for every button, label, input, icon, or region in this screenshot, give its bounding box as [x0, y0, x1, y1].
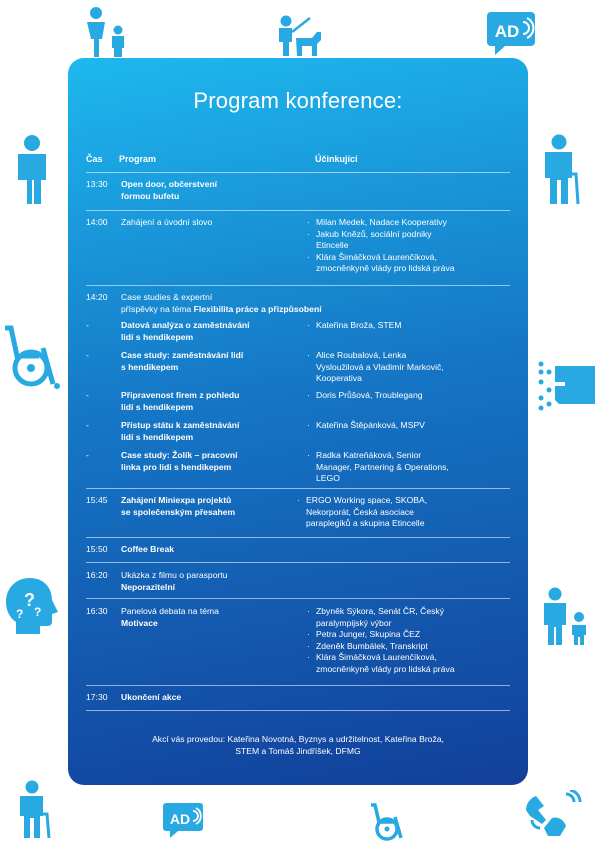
agenda-row-1550 [86, 537, 510, 562]
row-time: 15:45 [86, 495, 108, 505]
audio-description-bottom-icon [163, 801, 209, 839]
row-program: Zahájení Miniexpa projektů [121, 495, 232, 505]
person-with-cane-icon [542, 134, 582, 206]
hosts-line: STEM a Tomáš Jindříšek, DFMG [235, 746, 361, 756]
speaker-item: Vysloužilová a Vladimír Markovič, [316, 361, 444, 372]
hosts-note [98, 733, 498, 757]
speaker-item: · Radka Katreňáková, Senior [306, 450, 506, 462]
subitem-title: Case study: Žolík – pracovní [121, 450, 238, 460]
speaker-item: Manager, Partnering & Operations, [316, 461, 449, 472]
program-card [68, 58, 528, 785]
subitem-dash: - [86, 320, 89, 330]
svg-text:?: ? [34, 605, 42, 619]
subitem-title: Přístup státu k zaměstnávání [121, 420, 240, 430]
row-speakers [306, 217, 506, 275]
subitem-dash: - [86, 390, 89, 400]
row-time: 17:30 [86, 692, 108, 702]
head-question-marks-icon [4, 576, 62, 636]
row-program: Open door, občerstvení [121, 179, 217, 189]
parent-child-icon [83, 6, 129, 58]
audio-description-icon [487, 10, 543, 56]
speaker-item: Kooperativa [316, 373, 362, 383]
row-program: Panelová debata na téma [121, 606, 219, 616]
speaker-item: LEGO [316, 473, 340, 483]
speaker-item: · Zbyněk Sýkora, Senát ČR, Český [306, 606, 506, 618]
agenda-row-1730 [86, 685, 510, 711]
subitem-dash: - [86, 350, 89, 360]
subitem-title: s hendikepem [121, 361, 179, 372]
guide-dog-icon [274, 14, 322, 58]
subitem-title: lidí s hendikepem [121, 431, 194, 442]
agenda-row-1630 [86, 598, 510, 685]
row-program: Coffee Break [121, 544, 175, 554]
speaker-item: · Zdeněk Bumbálek, Transkript [306, 641, 506, 653]
header-time: Čas [86, 154, 103, 164]
row-time: 14:20 [86, 292, 108, 302]
svg-text:AD: AD [494, 22, 520, 41]
row-program-topic: Flexibilita práce a přizpůsobení [193, 303, 322, 314]
speaker-item: · Kateřina Štěpánková, MSPV [306, 420, 506, 432]
braille-reading-icon [535, 356, 595, 414]
subitem-speakers [306, 420, 506, 432]
speaker-item: · Milan Medek, Nadace Kooperativy [306, 217, 506, 229]
speaker-item: · Petra Junger, Skupina ČEZ [306, 629, 506, 641]
speaker-item: Nekorporát, Česká asociace [306, 506, 414, 517]
row-program: formou bufetu [121, 190, 180, 201]
row-speakers [306, 606, 506, 675]
row-time: 15:50 [86, 544, 108, 554]
subitem-speakers [306, 390, 506, 402]
svg-text:?: ? [16, 607, 24, 621]
speaker-item: · Jakub Knězů, sociální podniky [306, 229, 506, 241]
subitem-title: Datová analýza o zaměstnávání [121, 320, 250, 330]
speaker-item: zmocněnkyně vlády pro lidská práva [316, 263, 455, 273]
subitem-title: Připravenost firem z pohledu [121, 390, 240, 400]
page-title: Program konference: [193, 88, 403, 113]
speaker-item: Etincelle [316, 240, 349, 250]
wheelchair-bottom-icon [369, 802, 409, 842]
row-program: Case studies & expertní [121, 292, 213, 302]
row-time: 14:00 [86, 217, 108, 227]
subitem-title: Case study: zaměstnávání lidí [121, 350, 244, 360]
agenda-row-1420 [86, 285, 510, 486]
subitem-dash: - [86, 450, 89, 460]
row-time: 16:20 [86, 570, 108, 580]
svg-text:AD: AD [169, 811, 191, 827]
subitem-speakers [306, 320, 506, 332]
person-prosthetic-leg-icon [12, 134, 52, 206]
speaker-item: · Alice Roubalová, Lenka [306, 350, 506, 362]
person-with-cane-bottom-icon [17, 780, 55, 840]
agenda-row-1620 [86, 562, 510, 599]
row-speakers [296, 495, 496, 530]
subitem-title: lidí s hendikepem [121, 331, 194, 342]
header-program: Program [119, 154, 157, 164]
speaker-item: paraplegiků a skupina Etincelle [306, 518, 425, 528]
wheelchair-icon [3, 324, 65, 392]
row-program: se společenským přesahem [121, 506, 236, 517]
speaker-item: · Doris Průšová, Troublegang [306, 390, 506, 402]
speaker-item: paralympijský výbor [316, 617, 392, 628]
parent-child-walking-icon [541, 587, 591, 647]
speaker-item: · Kateřina Broža, STEM [306, 320, 506, 332]
subitem-speakers [306, 350, 506, 385]
header-speakers: Účinkující [315, 154, 358, 164]
subitem-title: linka pro lidi s hendikepem [121, 461, 232, 472]
svg-text:?: ? [24, 590, 35, 610]
row-program: Ukončení akce [121, 692, 182, 702]
agenda-row-1330 [86, 172, 510, 213]
speaker-item: · Klára Šimáčková Laurenčíková, [306, 652, 506, 664]
speaker-item: zmocněnkyně vlády pro lidská práva [316, 663, 455, 674]
row-program: Zahájení a úvodní slovo [121, 217, 213, 227]
row-time: 13:30 [86, 179, 108, 189]
speaker-item: · ERGO Working space, SKOBA, [296, 495, 496, 507]
row-program: příspěvky na téma [121, 303, 194, 314]
subitem-speakers [306, 450, 506, 485]
agenda-row-1400 [86, 210, 510, 287]
hosts-line: Akcí vás provedou: Kateřina Novotná, Byznys a udržitelnost, Kateřina Broža, [152, 734, 444, 744]
sign-language-icon [522, 790, 582, 838]
row-program-topic: Motivace [121, 617, 158, 628]
row-program: Ukázka z filmu o parasportu [121, 570, 228, 580]
subitem-dash: - [86, 420, 89, 430]
subitem-title: lidí s hendikepem [121, 401, 194, 412]
row-time: 16:30 [86, 606, 108, 616]
agenda-row-1545 [86, 488, 510, 537]
row-program-title: Neporazitelní [121, 581, 175, 592]
speaker-item: · Klára Šimáčková Laurenčíková, [306, 252, 506, 264]
